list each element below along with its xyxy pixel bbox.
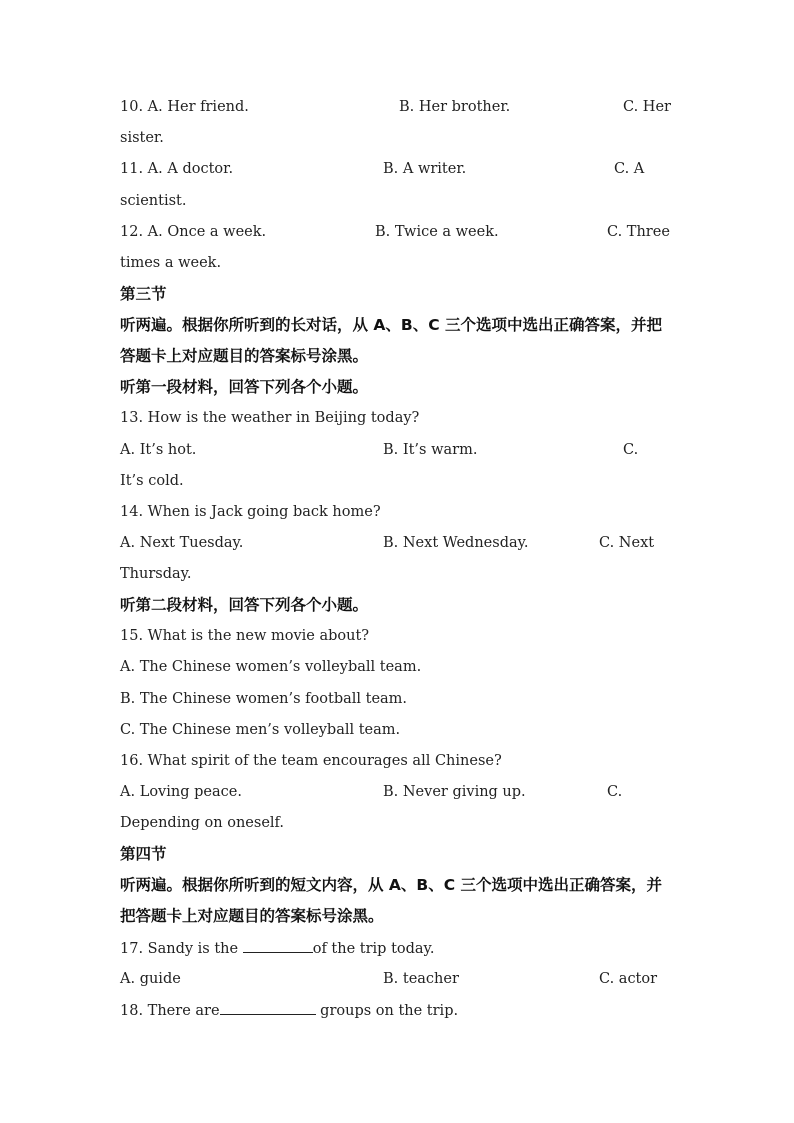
- q16-option-c-cont: Depending on oneself.: [120, 815, 285, 831]
- question-14-options: [120, 532, 655, 554]
- q14-option-a: A. Next Tuesday.: [120, 535, 244, 551]
- q10-option-a: 10. A. Her friend.: [120, 99, 249, 115]
- section-3-part1-heading: 听第一段材料，回答下列各个小题。: [120, 378, 369, 396]
- q15-option-a: A. The Chinese women’s volleyball team.: [120, 659, 422, 675]
- q16-option-a: A. Loving peace.: [120, 784, 242, 800]
- q10-option-b: B. Her brother.: [399, 99, 511, 115]
- question-18-stem: 18. There are groups on the trip.: [120, 999, 458, 1021]
- question-16-options: [120, 781, 623, 803]
- q17-option-a: A. guide: [120, 971, 181, 987]
- question-17-stem: 17. Sandy is the of the trip today.: [120, 937, 434, 959]
- q10-option-c-cont: sister.: [120, 130, 164, 146]
- q17-option-b: B. teacher: [383, 971, 459, 987]
- q13-option-b: B. It’s warm.: [383, 442, 478, 458]
- section-4-instruction-line1: 听两遍。根据你所听到的短文内容，从 A、B、C 三个选项中选出正确答案，并: [120, 876, 662, 894]
- q12-option-c-cont: times a week.: [120, 255, 222, 271]
- q17-option-c: C. actor: [599, 971, 658, 987]
- q11-option-a: 11. A. A doctor.: [120, 161, 234, 177]
- q11-option-b: B. A writer.: [383, 161, 467, 177]
- section-3-title: 第三节: [120, 285, 167, 303]
- q16-option-c: C.: [607, 784, 623, 800]
- q14-option-c: C. Next: [599, 535, 655, 551]
- q11-option-c-cont: scientist.: [120, 193, 187, 209]
- q12-option-c: C. Three: [607, 224, 670, 240]
- section-3-instruction-line2: 答题卡上对应题目的答案标号涂黑。: [120, 347, 369, 365]
- question-16-stem: 16. What spirit of the team encourages all Chinese?: [120, 753, 502, 769]
- question-15-stem: 15. What is the new movie about?: [120, 628, 370, 644]
- q13-option-c: C.: [623, 442, 639, 458]
- question-12: [120, 221, 670, 243]
- q14-option-c-cont: Thursday.: [120, 566, 192, 582]
- q11-option-c: C. A: [614, 161, 645, 177]
- question-14-stem: 14. When is Jack going back home?: [120, 504, 381, 520]
- question-13-stem: 13. How is the weather in Beijing today?: [120, 410, 420, 426]
- q15-option-c: C. The Chinese men’s volleyball team.: [120, 722, 401, 738]
- q13-option-a: A. It’s hot.: [120, 442, 197, 458]
- question-13-options: [120, 439, 639, 461]
- q12-option-a: 12. A. Once a week.: [120, 224, 267, 240]
- section-4-title: 第四节: [120, 845, 167, 863]
- q12-option-b: B. Twice a week.: [375, 224, 499, 240]
- question-17-options: [120, 968, 658, 990]
- q14-option-b: B. Next Wednesday.: [383, 535, 529, 551]
- q10-option-c: C. Her: [623, 99, 671, 115]
- section-4-instruction-line2: 把答题卡上对应题目的答案标号涂黑。: [120, 907, 384, 925]
- question-11: [120, 158, 645, 180]
- question-10: [120, 96, 671, 118]
- q13-option-c-cont: It’s cold.: [120, 473, 184, 489]
- q17-answer-blank: [243, 937, 313, 953]
- section-3-instruction-line1: 听两遍。根据你所听到的长对话，从 A、B、C 三个选项中选出正确答案，并把: [120, 316, 662, 334]
- q15-option-b: B. The Chinese women’s football team.: [120, 691, 408, 707]
- q16-option-b: B. Never giving up.: [383, 784, 526, 800]
- section-3-part2-heading: 听第二段材料，回答下列各个小题。: [120, 596, 369, 614]
- q18-answer-blank: [220, 999, 316, 1015]
